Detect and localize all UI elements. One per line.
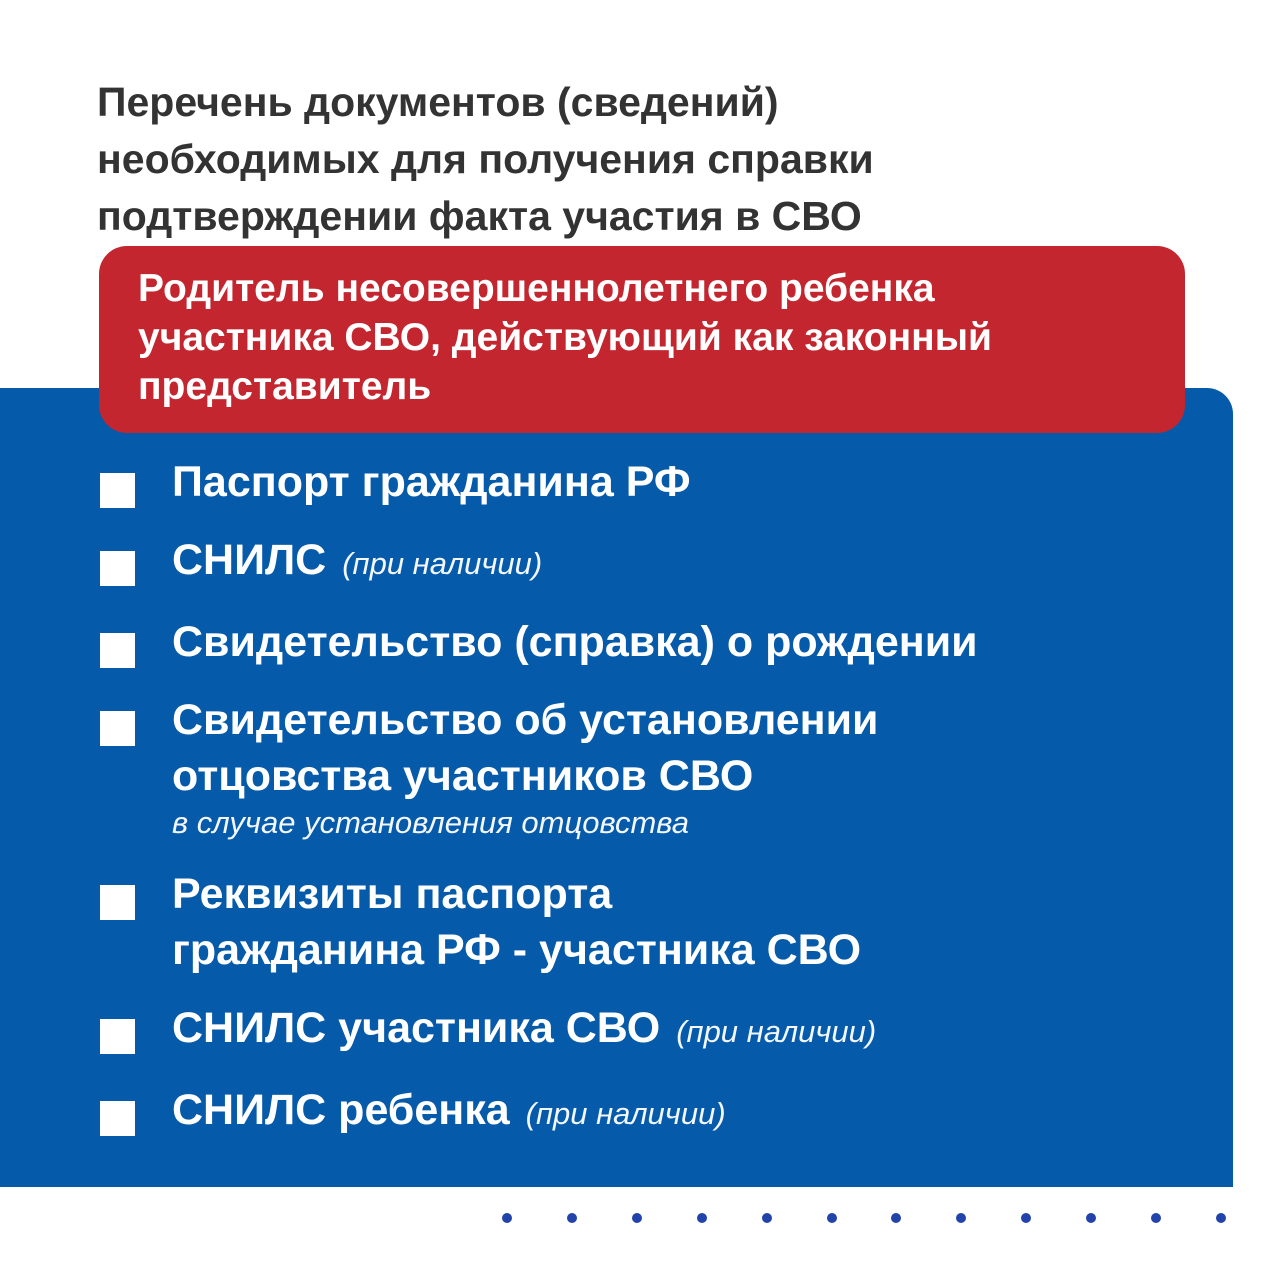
category-line: Родитель несовершеннолетнего ребенка xyxy=(138,267,935,310)
document-name-line xyxy=(172,1082,1210,1142)
document-name: СНИЛС xyxy=(172,536,327,584)
dot-icon xyxy=(1021,1213,1031,1223)
square-bullet-icon xyxy=(100,473,135,508)
square-bullet-icon xyxy=(100,551,135,586)
document-list-item xyxy=(100,692,1210,844)
dot-icon xyxy=(697,1213,707,1223)
document-name-line: Реквизиты паспорта xyxy=(172,870,613,918)
document-note: (при наличии) xyxy=(676,1014,877,1049)
square-bullet-icon xyxy=(100,711,135,746)
applicant-category-card xyxy=(99,246,1185,433)
category-line: участника СВО, действующий как законный xyxy=(138,316,993,359)
document-list xyxy=(100,454,1210,1164)
square-bullet-icon xyxy=(100,885,135,920)
document-name: Паспорт гражданина РФ xyxy=(172,458,691,506)
category-line: представитель xyxy=(138,365,432,408)
dot-icon xyxy=(1216,1213,1226,1223)
dot-icon xyxy=(891,1213,901,1223)
title-line: Перечень документов (сведений) xyxy=(97,79,779,125)
dot-icon xyxy=(502,1213,512,1223)
document-name-line: отцовства участников СВО xyxy=(172,752,754,800)
document-list-item xyxy=(100,454,1210,510)
dot-icon xyxy=(1151,1213,1161,1223)
square-bullet-icon xyxy=(100,1101,135,1136)
dot-icon xyxy=(827,1213,837,1223)
document-name: СНИЛС участника СВО xyxy=(172,1004,661,1052)
dot-icon xyxy=(1086,1213,1096,1223)
title-line: подтверждении факта участия в СВО xyxy=(97,193,862,239)
document-note: (при наличии) xyxy=(525,1096,726,1131)
document-list-item xyxy=(100,866,1210,978)
square-bullet-icon xyxy=(100,633,135,668)
page-title xyxy=(97,74,1197,245)
document-name: Свидетельство (справка) о рождении xyxy=(172,618,978,666)
dot-icon xyxy=(567,1213,577,1223)
document-note: (при наличии) xyxy=(342,546,543,581)
decorative-dot-row xyxy=(502,1213,1226,1223)
document-list-item xyxy=(100,1000,1210,1060)
document-name-line xyxy=(172,532,1210,592)
document-name: СНИЛС ребенка xyxy=(172,1086,510,1134)
document-name-line: гражданина РФ - участника СВО xyxy=(172,926,862,974)
document-name-line xyxy=(172,1000,1210,1060)
document-list-item xyxy=(100,532,1210,592)
dot-icon xyxy=(956,1213,966,1223)
dot-icon xyxy=(762,1213,772,1223)
document-name-line: Свидетельство об установлении xyxy=(172,696,879,744)
square-bullet-icon xyxy=(100,1019,135,1054)
dot-icon xyxy=(632,1213,642,1223)
document-list-item xyxy=(100,1082,1210,1142)
title-line: необходимых для получения справки xyxy=(97,136,874,182)
document-subnote: в случае установления отцовства xyxy=(172,805,690,840)
document-list-item xyxy=(100,614,1210,670)
